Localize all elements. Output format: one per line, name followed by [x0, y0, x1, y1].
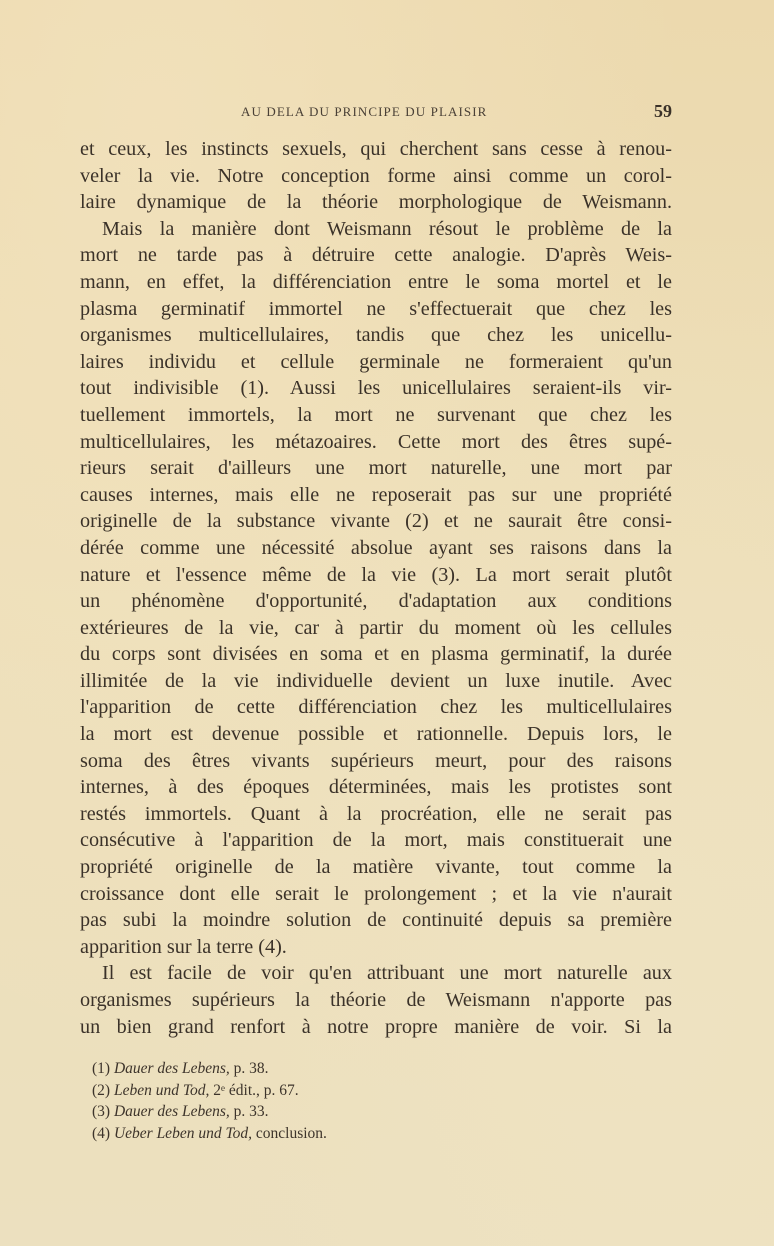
page-number: 59 [654, 101, 672, 121]
text-line: la mort est devenue possible et rationnelle. Depuis lors, le [80, 723, 672, 746]
text-line: rieurs serait d'ailleurs une mort naturelle, une mort par [80, 457, 672, 480]
text-line: mort ne tarde pas à détruire cette analogie. D'après Weis- [80, 244, 672, 267]
text-line: originelle de la substance vivante (2) et ne saurait être consi- [80, 510, 672, 533]
footnote-number: (3) [92, 1103, 111, 1120]
text-line: organismes supérieurs la théorie de Weismann n'apporte pas [80, 989, 672, 1011]
paragraph-start-line: Mais la manière dont Weismann résout le problème de la [102, 217, 672, 240]
text-line: laires individu et cellule germinale ne formeraient qu'un [80, 350, 672, 373]
text-line: l'apparition de cette différenciation chez les multicellulaires [80, 696, 672, 719]
footnote-reference: 2ᵉ édit., p. 67. [209, 1081, 299, 1099]
footnote-reference: p. 38. [229, 1060, 269, 1077]
footnote-reference: p. 33. [229, 1103, 269, 1120]
paragraph-end-line: apparition sur la terre (4). [80, 935, 287, 958]
footnote-number: (2) [92, 1081, 111, 1099]
footnote-title: Dauer des Lebens, [113, 1103, 230, 1120]
footnote-number: (1) [92, 1060, 111, 1077]
footnote [92, 1080, 572, 1102]
footnote-number: (4) [92, 1124, 111, 1142]
text-line: causes internes, mais elle ne reposerait pas sur une propriété [80, 483, 672, 506]
text-line: tout indivisible (1). Aussi les unicellulaires seraient-ils vir- [80, 377, 672, 400]
running-title: AU DELA DU PRINCIPE DU PLAISIR [241, 104, 488, 119]
text-line: propriété originelle de la matière vivante, tout comme la [80, 856, 672, 879]
text-line: mann, en effet, la différenciation entre le soma mortel et le [80, 270, 672, 293]
running-head [80, 103, 672, 127]
footnote-title: Dauer des Lebens, [113, 1060, 230, 1077]
body-text [80, 136, 672, 1040]
paragraph-start-line: Il est facile de voir qu'en attribuant une mort naturelle aux [102, 962, 672, 985]
text-line: tuellement immortels, la mort ne survenant que chez les [80, 403, 672, 426]
footnote-title: Ueber Leben und Tod, [113, 1124, 253, 1142]
text-line: internes, à des époques déterminées, mais les protistes sont [80, 776, 672, 799]
text-line: multicellulaires, les métazoaires. Cette mort des êtres supé- [80, 430, 672, 453]
text-line: organismes multicellulaires, tandis que chez les unicellu- [80, 324, 672, 347]
text-line: pas subi la moindre solution de continuité depuis sa première [80, 909, 672, 932]
text-line: extérieures de la vie, car à partir du moment où les cellules [80, 616, 672, 639]
text-line: consécutive à l'apparition de la mort, mais constituerait une [80, 829, 672, 852]
footnote-title: Leben und Tod, [113, 1081, 210, 1099]
text-line: soma des êtres vivants supérieurs meurt, pour des raisons [80, 749, 672, 772]
text-line: plasma germinatif immortel ne s'effectuerait que chez les [80, 297, 672, 320]
text-line: illimitée de la vie individuelle devient un luxe inutile. Avec [80, 669, 672, 692]
text-line: nature et l'essence même de la vie (3). La mort serait plutôt [80, 563, 672, 586]
text-line: un bien grand renfort à notre propre manière de voir. Si la [80, 1015, 672, 1038]
text-line: veler la vie. Notre conception forme ainsi comme un corol- [80, 164, 672, 187]
footnotes [92, 1058, 572, 1144]
text-line: laire dynamique de la théorie morphologique de Weismann. [80, 191, 672, 214]
text-line: du corps sont divisées en soma et en plasma germinatif, la durée [80, 643, 672, 666]
footnote [92, 1058, 572, 1080]
footnote [92, 1101, 572, 1123]
text-line: un phénomène d'opportunité, d'adaptation aux conditions [80, 590, 672, 613]
text-line: restés immortels. Quant à la procréation, elle ne serait pas [80, 802, 672, 825]
footnote-reference: conclusion. [252, 1124, 327, 1142]
text-line: et ceux, les instincts sexuels, qui cherchent sans cesse à renou- [80, 138, 672, 160]
text-line: croissance dont elle serait le prolongement ; et la vie n'aurait [80, 882, 672, 905]
text-line: dérée comme une nécessité absolue ayant ses raisons dans la [80, 536, 672, 559]
footnote [92, 1123, 572, 1145]
